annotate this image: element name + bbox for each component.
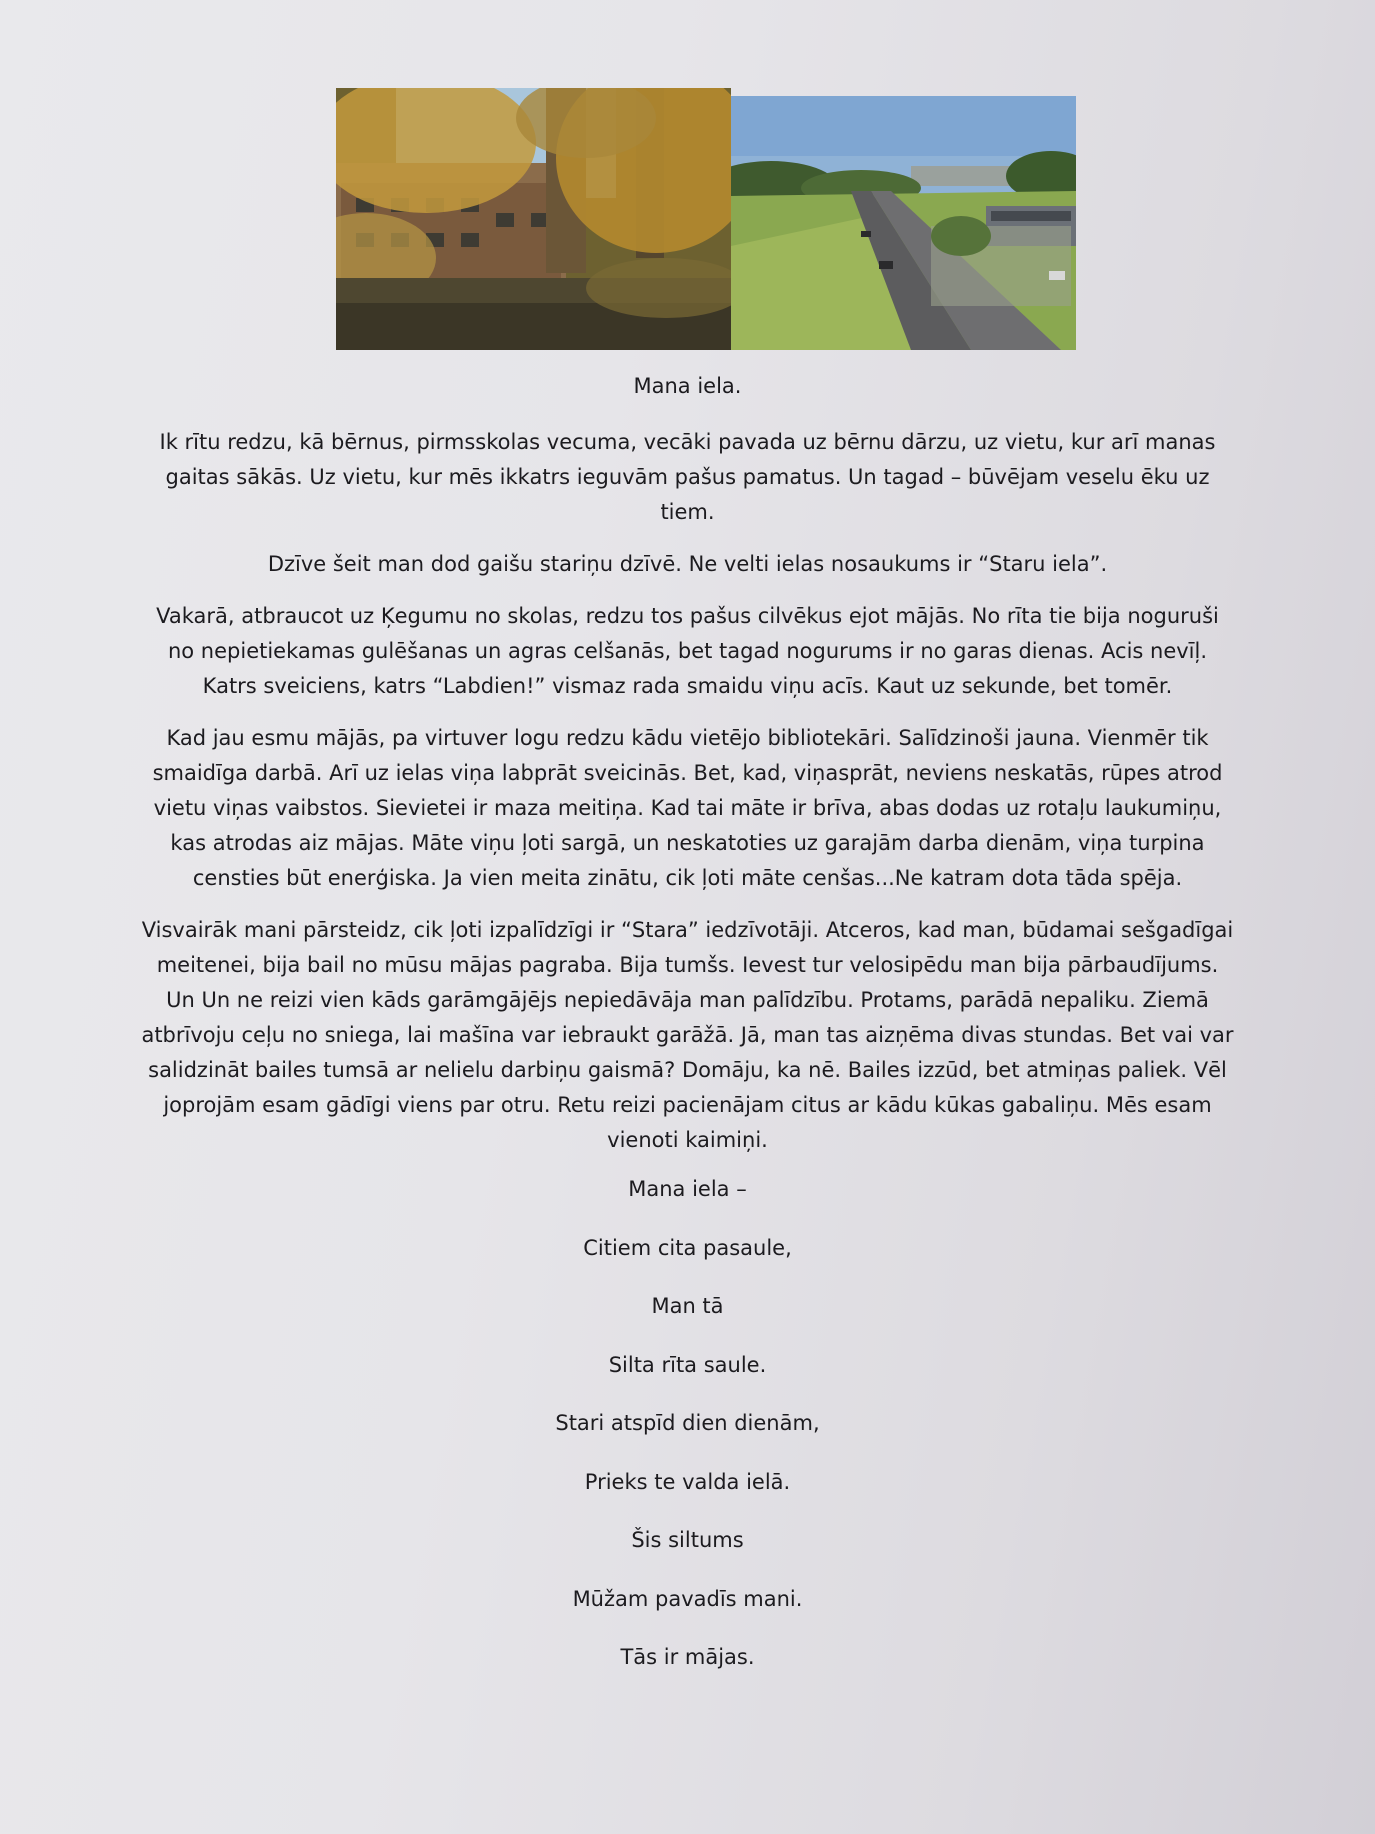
poem xyxy=(0,1160,1375,1687)
poem-line: Man tā xyxy=(651,1294,724,1318)
document-title: Mana iela. xyxy=(633,374,742,398)
paragraph-4: Kad jau esmu mājās, pa virtuver logu redzu kādu vietējo bibliotekāri. Salīdzinoši jauna. Vienmēr tik smaidīga darbā. Arī uz ielas viņa labprāt sveicinās. Bet, kad, viņasprāt, neviens neskatās, rūpes atrod vietu viņas vaibstos. Sievietei ir maza meitiņa. Kad tai māte ir brīva, abas dodas uz rotaļu laukumiņu, kas atrodas aiz mājas. Māte viņu ļoti sargā, un neskatoties uz garajām darba dienām, viņa turpina censties būt enerģiska. Ja vien meita zinātu, cik ļoti māte cenšas...Ne katram dota tāda spēja. xyxy=(152,726,1223,890)
autumn-courtyard-photo xyxy=(336,88,731,350)
paragraph-2: Dzīve šeit man dod gaišu stariņu dzīvē. Ne velti ielas nosaukums ir “Staru iela”. xyxy=(267,552,1108,576)
poem-line: Stari atspīd dien dienām, xyxy=(555,1411,820,1435)
poem-line: Prieks te valda ielā. xyxy=(584,1469,791,1494)
document-body xyxy=(140,425,1235,1175)
poem-line: Mūžam pavadīs mani. xyxy=(572,1586,803,1611)
poem-line: Silta rīta saule. xyxy=(608,1352,767,1377)
poem-line: Citiem cita pasaule, xyxy=(583,1235,792,1260)
poem-line: Šis siltums xyxy=(631,1528,744,1552)
street-road-photo xyxy=(731,96,1076,350)
poem-line: Tās ir mājas. xyxy=(620,1645,755,1669)
paragraph-3: Vakarā, atbraucot uz Ķegumu no skolas, redzu tos pašus cilvēkus ejot mājās. No rīta tie bija noguruši no nepietiekamas gulēšanas un agras celšanās, bet tagad nogurums ir no garas dienas. Acis nevīļ. Katrs sveiciens, katrs “Labdien!” vismaz rada smaidu viņu acīs. Kaut uz sekunde, bet tomēr. xyxy=(156,604,1219,698)
paragraph-5: Visvairāk mani pārsteidz, cik ļoti izpalīdzīgi ir “Stara” iedzīvotāji. Atceros, kad man, būdamai sešgadīgai meitenei, bija bail no mūsu mājas pagraba. Bija tumšs. Ievest tur velosipēdu man bija pārbaudījums. Un Un ne reizi vien kāds garāmgājējs nepiedāvāja man palīdzību. Protams, parādā nepaliku. Ziemā atbrīvoju ceļu no sniega, lai mašīna var iebraukt garāžā. Jā, man tas aizņēma divas stundas. Bet vai var salidzināt bailes tumsā ar nelielu darbiņu gaismā? Domāju, ka nē. Bailes izzūd, bet atmiņas paliek. Vēl joprojām esam gādīgi viens par otru. Retu reizi pacienājam citus ar kādu kūkas gabaliņu. Mēs esam vienoti kaimiņi. xyxy=(141,918,1234,1152)
header-photos xyxy=(336,88,1076,350)
poem-line: Mana iela – xyxy=(628,1177,747,1201)
paragraph-1: Ik rītu redzu, kā bērnus, pirmsskolas vecuma, vecāki pavada uz bērnu dārzu, uz vietu, kur arī manas gaitas sākās. Uz vietu, kur mēs ikkatrs ieguvām pašus pamatus. Un tagad – būvējam veselu ēku uz tiem. xyxy=(159,430,1216,524)
